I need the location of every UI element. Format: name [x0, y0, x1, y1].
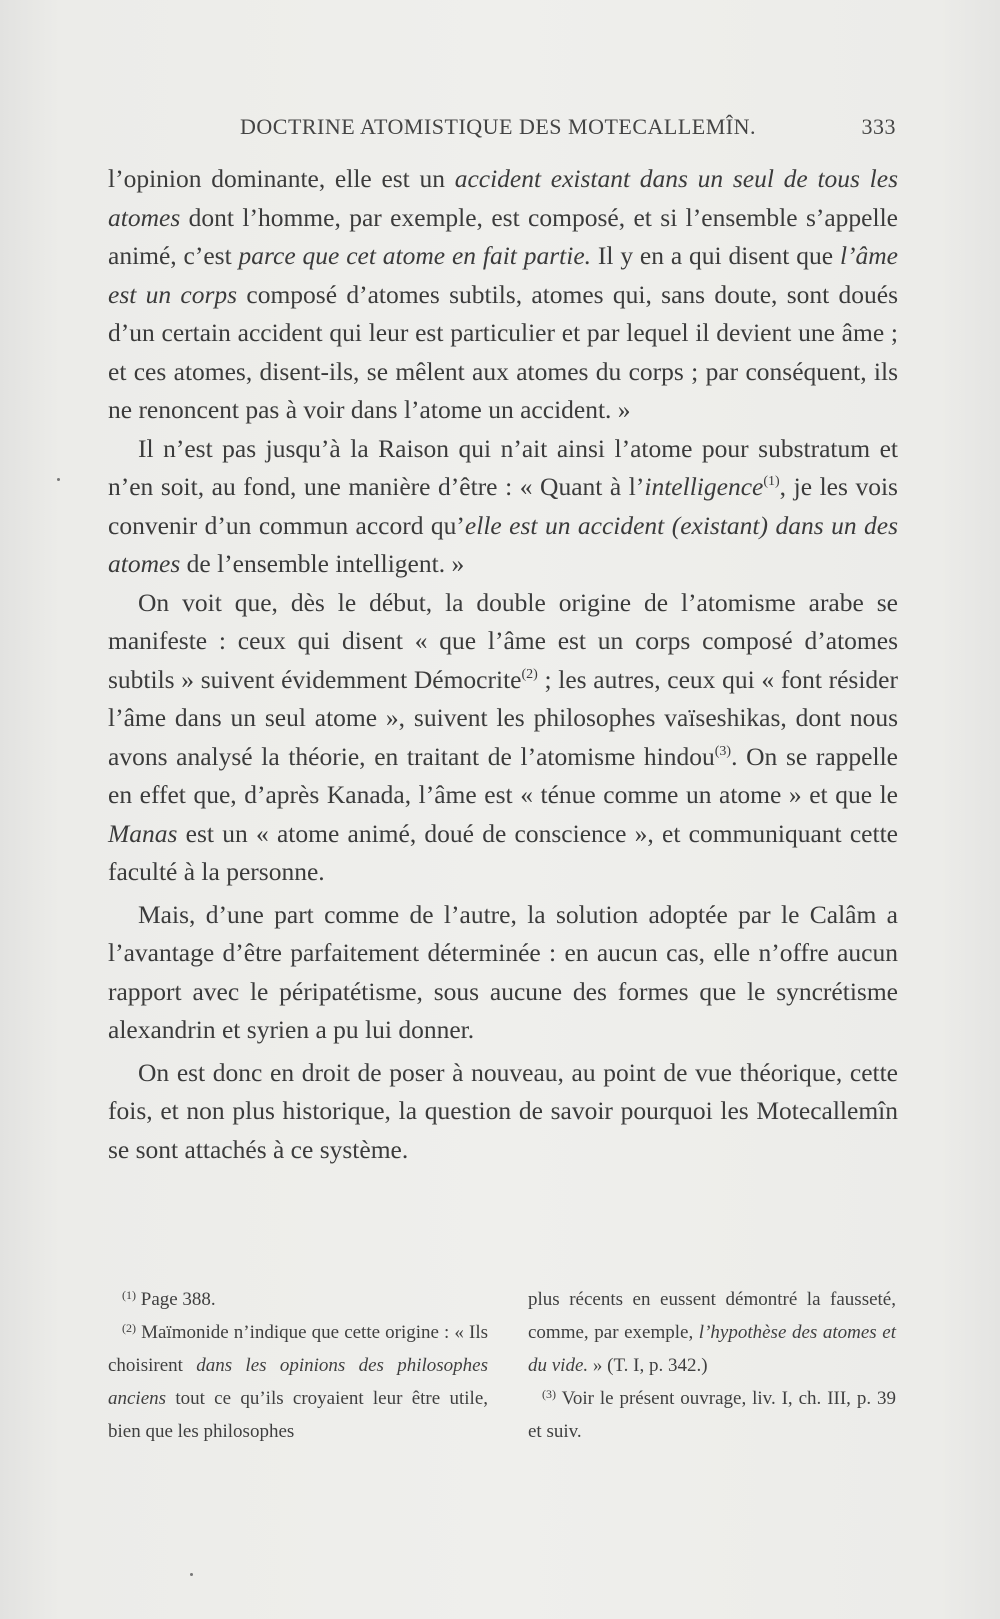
italic-run: Manas: [108, 818, 178, 848]
page-number: 333: [861, 114, 896, 139]
text-run: dont l’homme, par exemple, est composé, et si l’ensemble s’appelle animé, c’est: [108, 202, 898, 270]
italic-run: accident existant dans un seul de tous les atomes: [108, 164, 898, 232]
text-run: On voit que, dès le début, la double origine de l’atomisme arabe se manifeste : ceux qui disent « que l’âme est un corps composé d’atomes subtils » suivent évidemment Démocrite: [108, 587, 898, 694]
text-run: Il n’est pas jusqu’à la Raison qui n’ait ainsi l’atome pour substratum et n’en soit, au fond, une manière d’être : « Quant à l’: [108, 433, 898, 501]
ink-speck: [190, 1573, 193, 1576]
paragraph: [108, 584, 898, 892]
paragraph: [108, 430, 898, 584]
footnote-marker: (3): [542, 1387, 556, 1401]
paragraph: [108, 896, 898, 1050]
running-title: DOCTRINE ATOMISTIQUE DES MOTECALLEMÎN.: [240, 114, 757, 139]
text-run: composé d’atomes subtils, atomes qui, sans doute, sont doués d’un certain accident qui leur est particulier et par lequel il devient une âme ; et ces atomes, disent-ils, se mêlent aux atomes du corps ; par conséquent, ils ne renoncent pas à voir dans l’atome un accident. »: [108, 279, 898, 424]
text-run: est un « atome animé, doué de conscience », et communiquant cette faculté à la personne.: [108, 818, 898, 886]
footnote: [108, 1283, 488, 1316]
text-run: » (T. I, p. 342.): [588, 1355, 708, 1376]
ink-speck: [57, 478, 60, 481]
text-run: ; les autres, ceux qui « font résider l’âme dans un seul atome », suivent les philosophes vaïseshikas, dont nous avons analysé la théorie, en traitant de l’atomisme hindou: [108, 664, 898, 771]
running-header: [240, 114, 896, 144]
footnote-ref: (3): [714, 743, 732, 759]
text-run: Il y en a qui disent que: [591, 241, 840, 270]
footnote-ref: (2): [521, 666, 538, 682]
footnotes-right-column: [528, 1283, 896, 1448]
italic-run: l’âme est un corps: [108, 241, 898, 309]
text-run: Maïmonide n’indique que cette origine : « Ils choisirent: [108, 1322, 488, 1376]
paragraph: [108, 160, 898, 430]
text-run: . On se rappelle en effet que, d’après Kanada, l’âme est « ténue comme un atome » et que le: [108, 741, 898, 809]
footnote-ref: (1): [763, 474, 780, 489]
text-run: Mais, d’une part comme de l’autre, la solution adoptée par le Calâm a l’avantage d’être parfaitement déterminée : en aucun cas, elle n’offre aucun rapport avec le péripatétisme, sous aucune des formes que le syncrétisme alexandrin et syrien a pu lui donner.: [108, 899, 898, 1044]
text-run: On est donc en droit de poser à nouveau, au point de vue théorique, cette fois, et non plus historique, la question de savoir pourquoi les Motecallemîn se sont attachés à ce système.: [108, 1057, 898, 1164]
text-run: , je les vois convenir d’un commun accord qu’: [108, 472, 898, 540]
italic-run: elle est un accident (existant) dans un des atomes: [108, 510, 899, 578]
italic-run: intelligence: [644, 472, 764, 501]
text-run: plus récents en eussent démontré la fausseté, comme, par exemple,: [528, 1289, 896, 1343]
text-run: Page 388.: [136, 1289, 216, 1310]
italic-run: l’hypothèse des atomes et du vide.: [528, 1322, 896, 1376]
italic-run: parce que cet atome en fait partie.: [238, 241, 592, 270]
text-run: Voir le présent ouvrage, liv. I, ch. III, p. 39 et suiv.: [528, 1388, 896, 1442]
footnote: [108, 1316, 488, 1448]
text-run: tout ce qu’ils croyaient leur être utile, bien que les philosophes: [108, 1388, 488, 1442]
footnote-continuation: [528, 1283, 896, 1382]
text-run: l’opinion dominante, elle est un: [108, 164, 455, 193]
text-run: de l’ensemble intelligent. »: [180, 549, 465, 578]
italic-run: dans les opinions des philosophes anciens: [108, 1355, 488, 1409]
footnote: [528, 1382, 896, 1448]
main-text: [108, 160, 898, 1169]
footnote-marker: (2): [122, 1321, 136, 1335]
paragraph: [108, 1054, 898, 1170]
footnote-marker: (1): [122, 1288, 136, 1302]
footnotes-left-column: [108, 1283, 488, 1448]
